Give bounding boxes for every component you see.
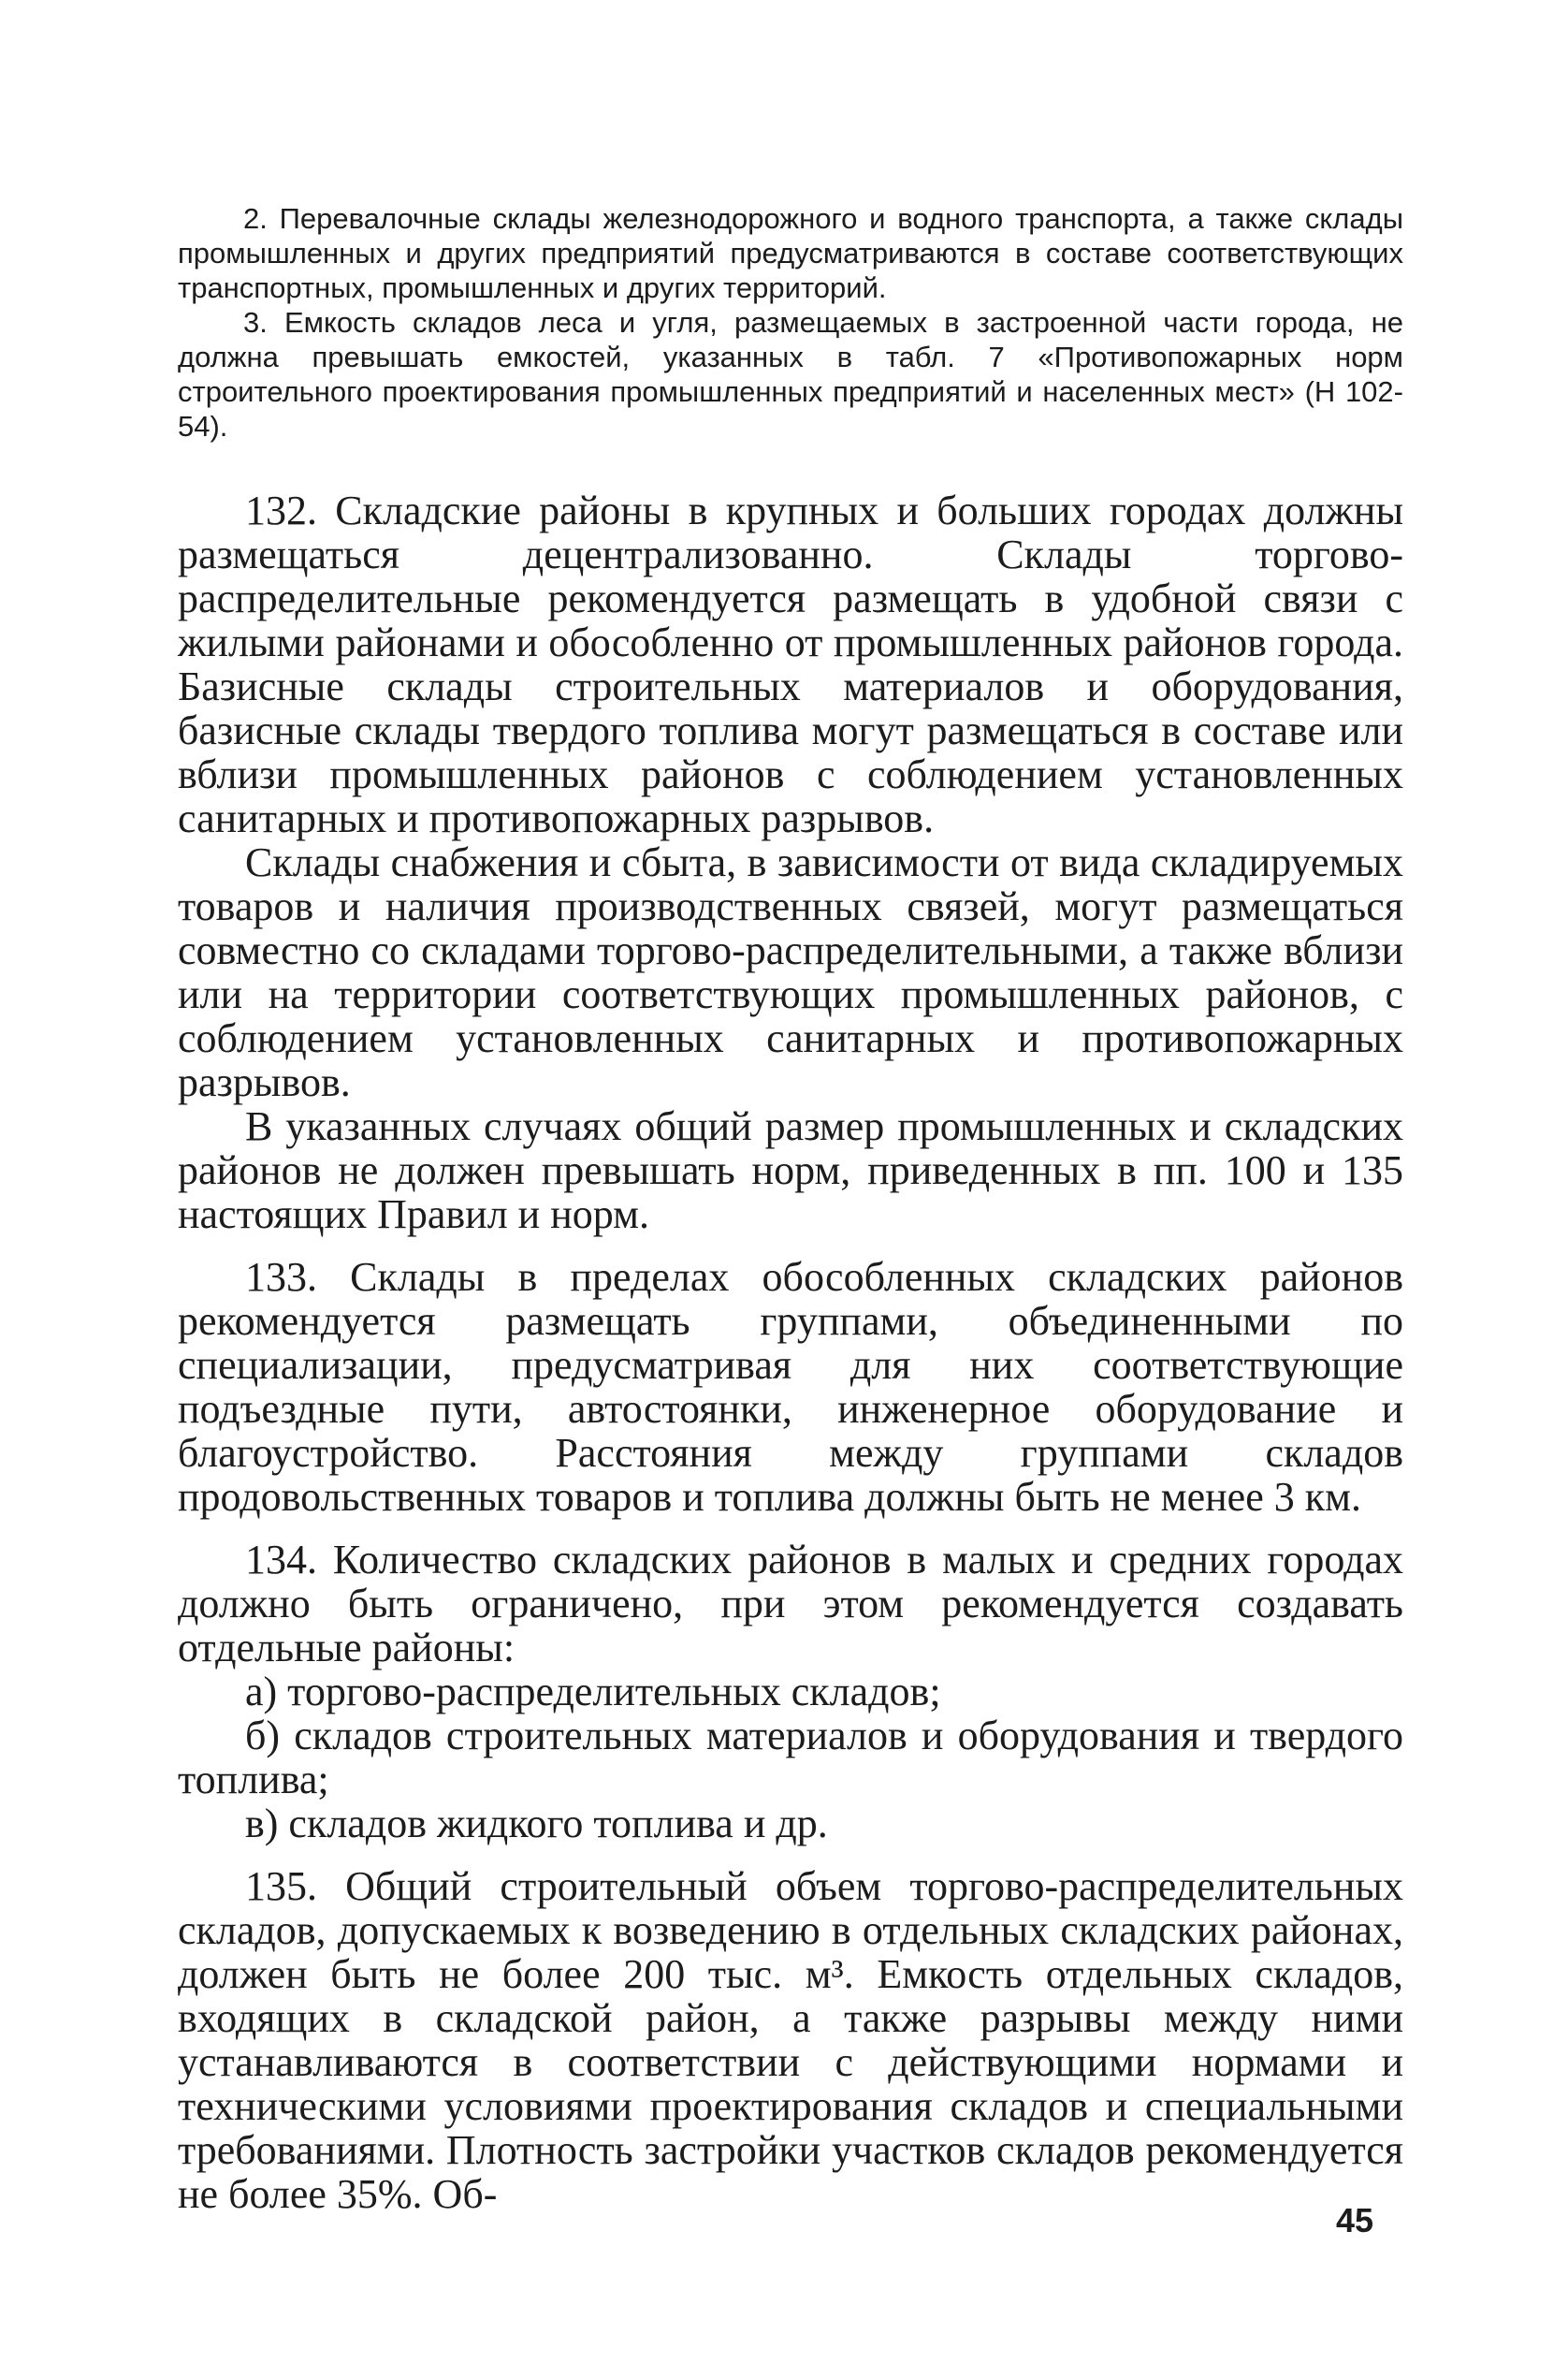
main-text — [178, 489, 1403, 2216]
list-item-a: а) торгово-распределительных складов; — [245, 1669, 941, 1714]
note-2: 2. Перевалочные склады железнодорожного и водного транспорта, а также склады промышленных и других предприятий предусматриваются в составе соответствующих транспортных, промышленных и других территорий. — [178, 202, 1403, 304]
list-item-b: б) складов строительных материалов и оборудования и твердого топлива; — [178, 1713, 1403, 1802]
note-3: 3. Емкость складов леса и угля, размещаемых в застроенной части города, не должна превышать емкостей, указанных в табл. 7 «Противопожарных норм строительного проектирования промышленных предприятий и населенных мест» (Н 102-54). — [178, 306, 1403, 443]
paragraph-132-cases: В указанных случаях общий размер промышленных и складских районов не должен превышать норм, приведенных в пп. 100 и 135 настоящих Правил и норм. — [178, 1103, 1403, 1237]
paragraph-133: 133. Склады в пределах обособленных складских районов рекомендуется размещать группами, объединенными по специализации, предусматривая для них соответствующие подъездные пути, автостоянки, инженерное оборудование и благоустройство. Расстояния между группами складов продовольственных товаров и топлива должны быть не менее 3 км. — [178, 1254, 1403, 1520]
paragraph-134: 134. Количество складских районов в малых и средних городах должно быть ограничено, при этом рекомендуется создавать отдельные районы: — [178, 1537, 1403, 1670]
paragraph-132: 132. Складские районы в крупных и больших городах должны размещаться децентрализованно. Склады торгово-распределительные рекомендуется размещать в удобной связи с жилыми районами и обособленно от промышленных районов города. Базисные склады строительных материалов и оборудования, базисные склады твердого топлива могут размещаться в составе или вблизи промышленных районов с соблюдением установленных санитарных и противопожарных разрывов. — [178, 488, 1403, 841]
paragraph-135: 135. Общий строительный объем торгово-распределительных складов, допускаемых к возведению в отдельных складских районах, должен быть не более 200 тыс. м³. Емкость отдельных складов, входящих в складской район, а также разрывы между ними устанавливаются в соответствии с действующими нормами и техническими условиями проектирования складов и специальными требованиями. Плотность застройки участков складов рекомендуется не более 35%. Об- — [178, 1863, 1403, 2217]
notes-block — [178, 201, 1403, 444]
page-number: 45 — [1336, 2201, 1374, 2239]
list-item-c: в) складов жидкого топлива и др. — [245, 1801, 828, 1846]
paragraph-132-supply: Склады снабжения и сбыта, в зависимости от вида складируемых товаров и наличия производственных связей, могут размещаться совместно со складами торгово-распределительными, а также вблизи или на территории соответствующих промышленных районов, с соблюдением установленных санитарных и противопожарных разрывов. — [178, 839, 1403, 1105]
